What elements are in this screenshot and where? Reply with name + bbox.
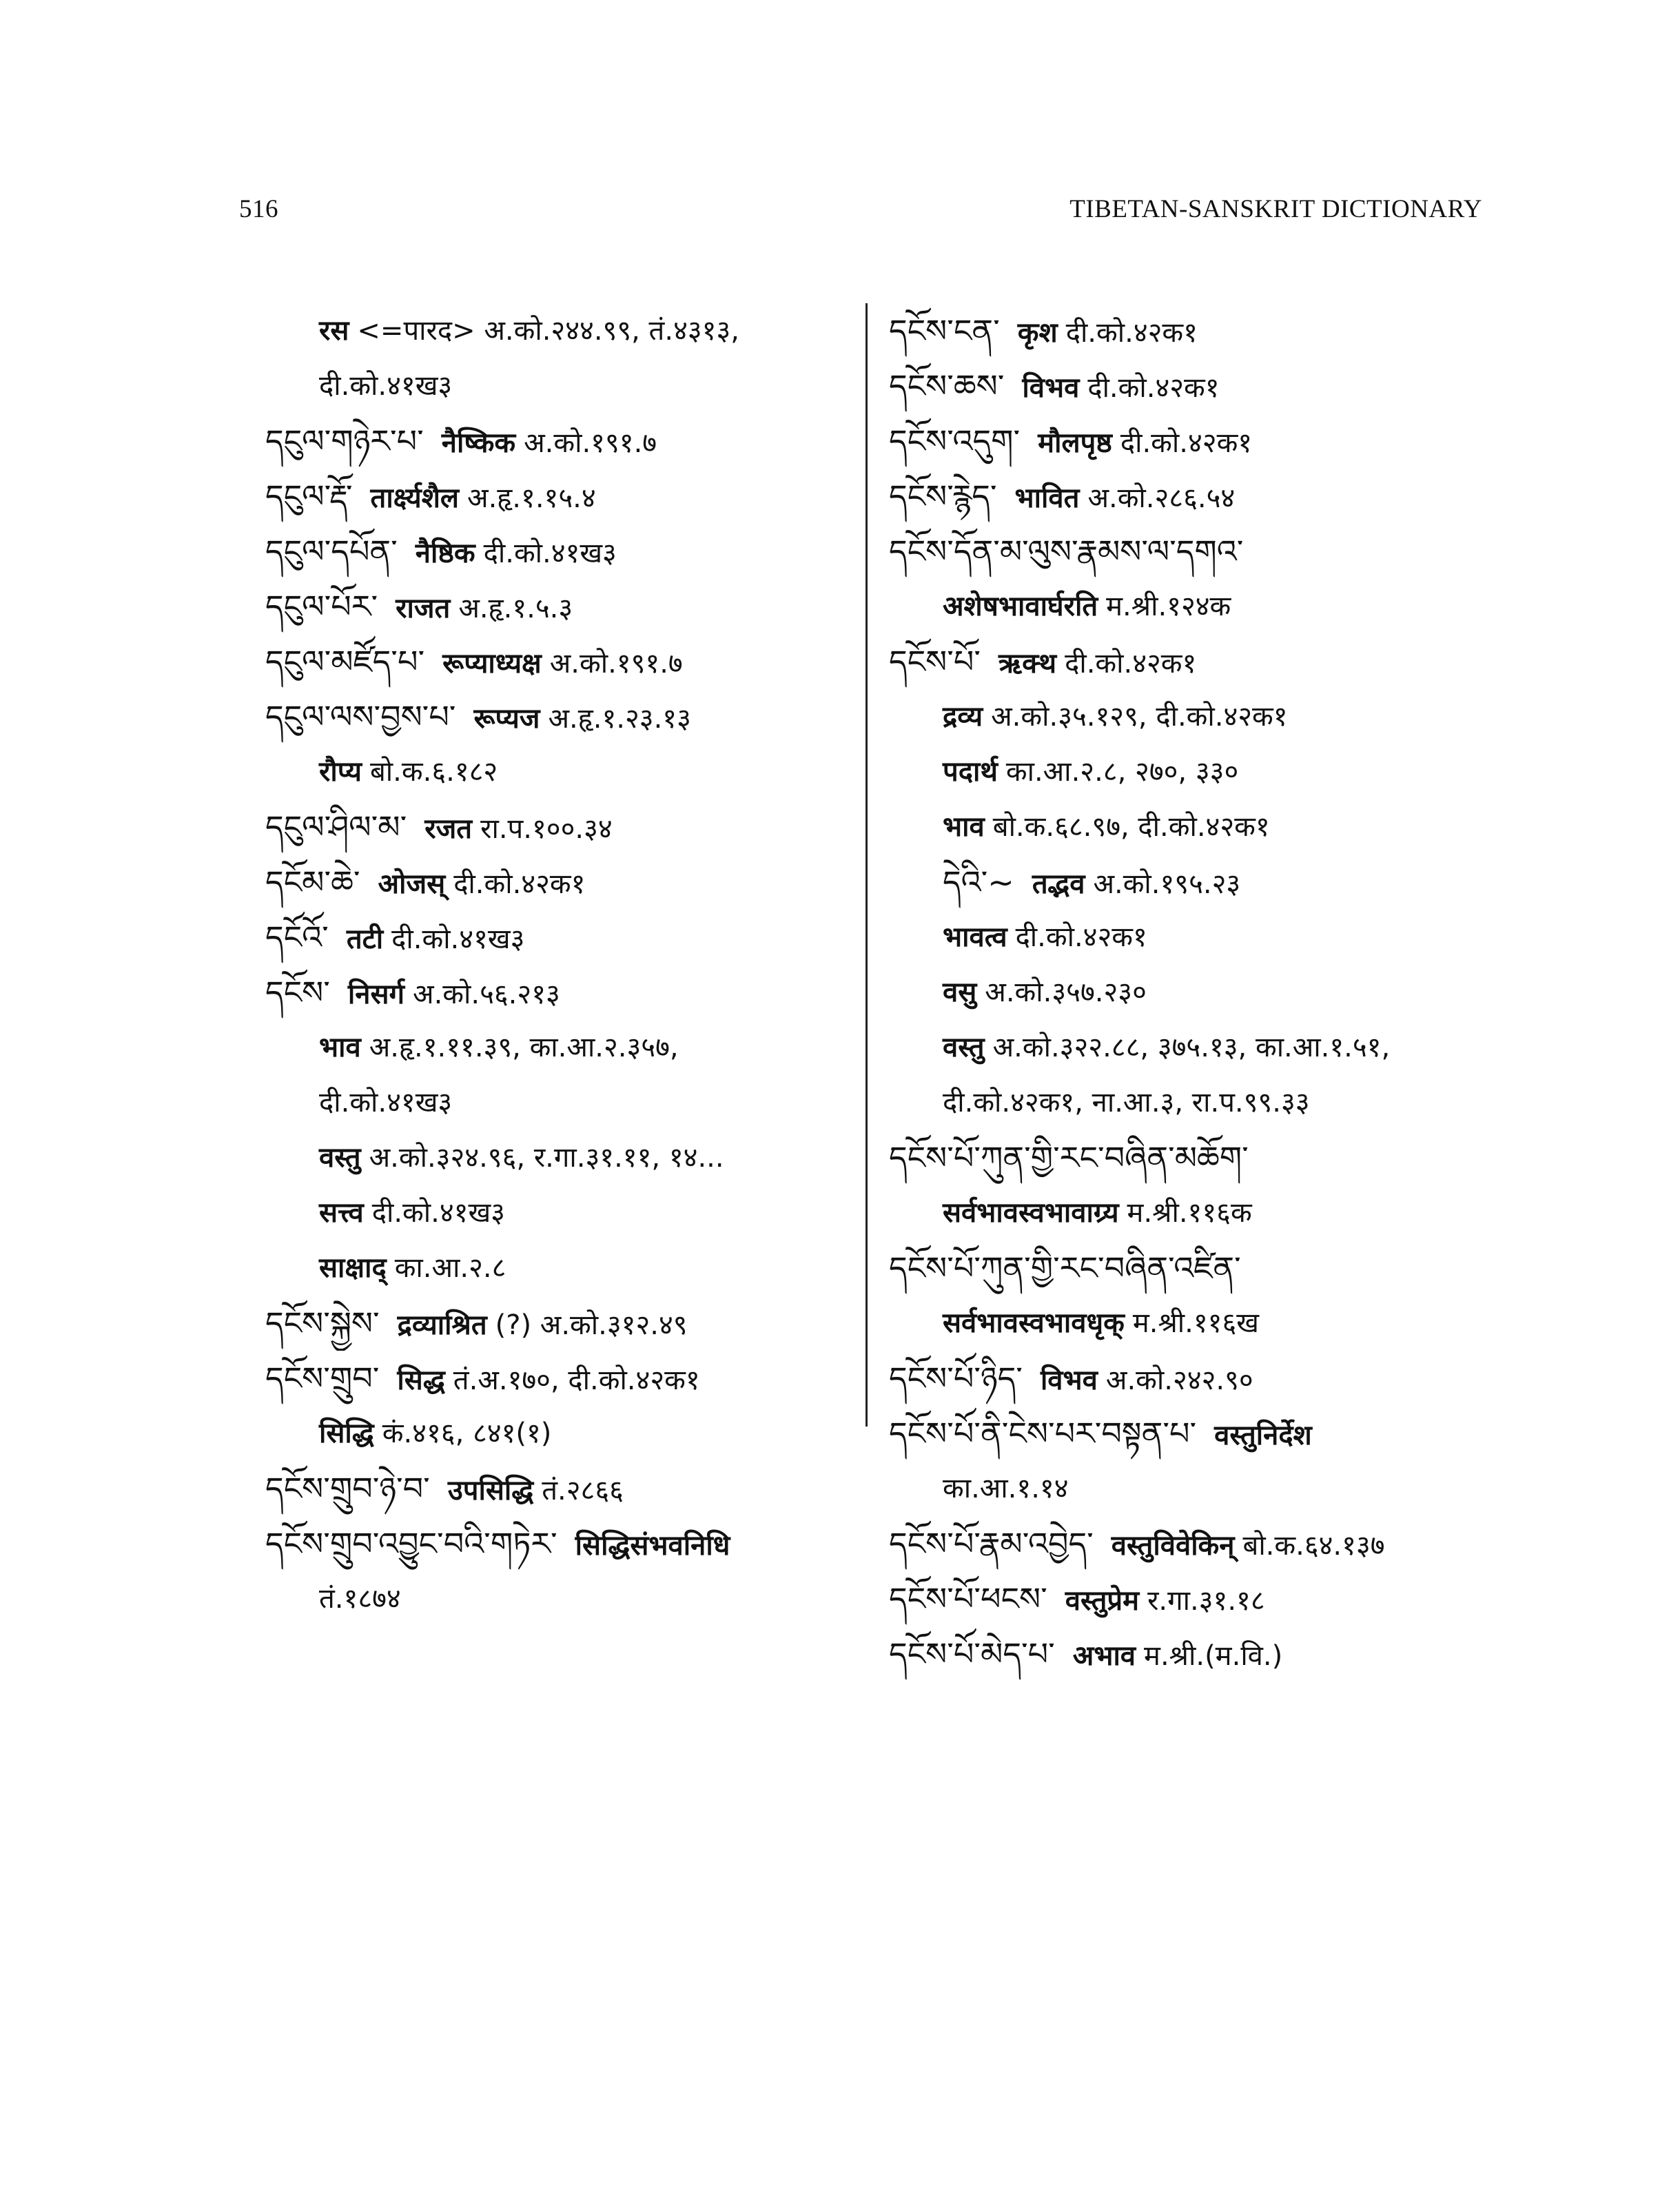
dictionary-entry-line [889, 965, 1509, 1020]
source-reference: दी.को.४२क१, ना.आ.३, रा.प.९९.३३ [943, 1087, 1310, 1118]
sanskrit-equivalent: साक्षाद् [319, 1252, 387, 1284]
dictionary-entry-line [265, 1351, 851, 1406]
sanskrit-equivalent: वस्तुप्रेम [1065, 1585, 1140, 1617]
sanskrit-equivalent: विभव [1040, 1365, 1098, 1396]
dictionary-entry-line [889, 358, 1509, 413]
source-reference: दी.को.४१ख३ [319, 1087, 453, 1118]
dictionary-entry-line [889, 524, 1509, 579]
right-column [889, 303, 1509, 1682]
dictionary-entry-line [889, 1406, 1509, 1461]
sanskrit-equivalent: राजत [396, 593, 451, 624]
dictionary-entry-line [889, 1240, 1509, 1296]
dictionary-entry-line [889, 1626, 1509, 1682]
source-reference: रा.प.१००.३४ [480, 813, 613, 845]
sanskrit-equivalent: अशेषभावार्घरति [943, 591, 1098, 622]
sanskrit-equivalent: तार्क्ष्यशैल [370, 482, 460, 514]
source-reference: अ.हृ.१.२३.१३ [548, 703, 691, 735]
source-reference: अ.को.२८६.५४ [1087, 482, 1236, 514]
dictionary-entry-line [265, 358, 851, 413]
tibetan-headword: དངོས་དོན་མ་ལུས་རྣམས་ལ་དགའ་ [889, 533, 1244, 570]
dictionary-entry-line [265, 1516, 851, 1571]
sanskrit-equivalent: सत्त्व [319, 1197, 364, 1229]
sanskrit-equivalent: तद्भव [1032, 868, 1085, 900]
dictionary-entry-line [889, 634, 1509, 689]
tibetan-headword: དངུལ་མཛོད་པ་ [265, 643, 425, 680]
dictionary-entry-line [265, 634, 851, 689]
source-reference: अ.को.३५.१२९, दी.को.४२क१ [991, 701, 1288, 733]
dictionary-entry-line [265, 303, 851, 358]
sanskrit-equivalent: वस्तु [319, 1142, 361, 1174]
sanskrit-equivalent: सर्वभावस्वभावधृक् [943, 1307, 1125, 1339]
sanskrit-equivalent: निसर्ग [347, 979, 405, 1010]
tibetan-headword: དངོས་རྙེད་ [889, 478, 997, 515]
tibetan-headword: དངོས་ཆས་ [889, 367, 1005, 405]
tibetan-headword: དངོའོ་ [265, 919, 329, 956]
tibetan-headword: དངོས་ངན་ [889, 312, 1000, 349]
sanskrit-equivalent: मौलपृष्ठ [1038, 427, 1112, 459]
sanskrit-equivalent: वसु [943, 977, 977, 1008]
dictionary-entry-line [265, 469, 851, 524]
sanskrit-equivalent: रजत [424, 813, 473, 845]
sanskrit-equivalent: नैष्किक [441, 427, 516, 459]
dictionary-entry-line [265, 1406, 851, 1461]
tibetan-headword: དེའི་~ [943, 864, 1014, 901]
dictionary-entry-line [889, 1185, 1509, 1240]
dictionary-entry-line [265, 1185, 851, 1240]
sanskrit-equivalent: ओजस् [378, 868, 446, 900]
sanskrit-equivalent: द्रव्य [943, 701, 983, 733]
dictionary-entry-line [265, 689, 851, 744]
dictionary-entry-line [889, 469, 1509, 524]
sanskrit-equivalent: पदार्थ [943, 756, 998, 788]
dictionary-entry-line [889, 744, 1509, 799]
source-reference: दी.को.४२क१ [1087, 372, 1220, 404]
source-reference: तं.अ.१७०, दी.को.४२क१ [453, 1365, 700, 1396]
tibetan-headword: དངོས་གྲུབ་འབྱུང་བའི་གཏེར་ [265, 1525, 557, 1562]
sanskrit-equivalent: सिद्ध [397, 1365, 445, 1396]
tibetan-headword: དངོས་པོ་མེད་པ་ [889, 1635, 1055, 1673]
source-reference: म.श्री.११६क [1127, 1197, 1252, 1229]
dictionary-entry-line [265, 1296, 851, 1351]
dictionary-entry-line [889, 579, 1509, 634]
source-reference: दी.को.४२क१ [1065, 317, 1198, 349]
tibetan-headword: དངོས་པོ་ཀུན་གྱི་རང་བཞིན་འཛིན་ [889, 1249, 1241, 1287]
source-reference: अ.को.१९१.७ [524, 427, 657, 459]
tibetan-headword: དངོས་པོ་རྣམ་འབྱེད་ [889, 1525, 1094, 1562]
dictionary-entry-line [889, 303, 1509, 358]
sanskrit-equivalent: भावत्व [943, 921, 1007, 953]
source-reference: अ.हृ.१.११.३९, का.आ.२.३५७, [369, 1032, 679, 1063]
sanskrit-equivalent: कृश [1017, 317, 1058, 349]
source-reference: अ.को.३२२.८८, ३७५.१३, का.आ.१.५१, [992, 1032, 1391, 1063]
source-reference: <=पारद> अ.को.२४४.९९, तं.४३१३, [357, 315, 739, 347]
dictionary-entry-line [265, 579, 851, 634]
left-column [265, 303, 851, 1626]
source-reference: अ.को.३५७.२३० [985, 977, 1147, 1008]
source-reference: का.आ.२.८, २७०, ३३० [1005, 756, 1239, 788]
source-reference: दी.को.४२क१ [1065, 648, 1197, 679]
column-divider [865, 303, 868, 1427]
source-reference: दी.को.४१ख३ [483, 538, 617, 569]
sanskrit-equivalent: अभाव [1072, 1640, 1136, 1672]
dictionary-entry-line [265, 744, 851, 799]
tibetan-headword: དངོམ་ཆེ་ [265, 864, 360, 901]
sanskrit-equivalent: भावित [1014, 482, 1080, 514]
sanskrit-equivalent: द्रव्याश्रित [397, 1309, 487, 1341]
tibetan-headword: དངུལ་རྡོ་ [265, 478, 353, 515]
dictionary-entry-line [889, 799, 1509, 855]
dictionary-entry-line [889, 855, 1509, 910]
source-reference: अ.को.५६.२१३ [413, 979, 560, 1010]
sanskrit-equivalent: रौप्य [319, 756, 362, 788]
dictionary-entry-line [265, 1130, 851, 1185]
dictionary-entry-line [889, 1351, 1509, 1406]
tibetan-headword: དངུལ་དཔོན་ [265, 533, 398, 570]
source-reference: र.गा.३१.१८ [1147, 1585, 1265, 1617]
source-reference: तं.१८७४ [319, 1583, 401, 1615]
dictionary-entry-line [265, 855, 851, 910]
tibetan-headword: དངུལ་གཉེར་པ་ [265, 422, 424, 460]
sanskrit-equivalent: भाव [943, 811, 985, 843]
running-head: TIBETAN-SANSKRIT DICTIONARY [1069, 195, 1482, 223]
tibetan-headword: དངོས་གྲུབ་ [265, 1360, 380, 1397]
dictionary-entry-line [265, 1461, 851, 1516]
source-reference: दी.को.४२क१ [1015, 921, 1147, 953]
source-reference: अ.को.१९१.७ [549, 648, 683, 679]
sanskrit-equivalent: नैष्ठिक [415, 538, 475, 569]
source-reference: अ.हृ.१.५.३ [458, 593, 573, 624]
source-reference: दी.को.४२क१ [453, 868, 586, 900]
source-reference: म.श्री.१२४क [1106, 591, 1231, 622]
source-reference: म.श्री.११६ख [1132, 1307, 1259, 1339]
tibetan-headword: དངུལ་ཤིལ་མ་ [265, 808, 407, 846]
source-reference: दी.को.४१ख३ [371, 1197, 505, 1229]
source-reference: बो.क.६८.९७, दी.को.४२क१ [992, 811, 1270, 843]
tibetan-headword: དངོས་སྐྱེས་ [265, 1305, 380, 1342]
page-header [0, 194, 1680, 236]
source-reference: म.श्री.(म.वि.) [1144, 1640, 1283, 1672]
tibetan-headword: དངོས་པོ་ [889, 643, 981, 680]
dictionary-entry-line [889, 1571, 1509, 1626]
dictionary-entry-line [889, 1130, 1509, 1185]
sanskrit-equivalent: वस्तुविवेकिन् [1111, 1530, 1235, 1562]
dictionary-entry-line [265, 1571, 851, 1626]
sanskrit-equivalent: सर्वभावस्वभावाग्र्य [943, 1197, 1119, 1229]
tibetan-headword: དངུལ་ལས་བྱས་པ་ [265, 698, 456, 735]
source-reference: कं.४१६, ८४१(१) [382, 1418, 552, 1449]
sanskrit-equivalent: ऋक्थ [998, 648, 1057, 679]
dictionary-entry-line [265, 1240, 851, 1296]
source-reference: दी.को.४१ख३ [319, 370, 453, 402]
source-reference: अ.को.२४२.९० [1105, 1365, 1253, 1396]
source-reference: दी.को.४१ख३ [391, 923, 525, 955]
dictionary-entry-line [265, 1075, 851, 1130]
tibetan-headword: དངོས་པོ་ཕངས་ [889, 1580, 1047, 1617]
dictionary-entry-line [889, 689, 1509, 744]
sanskrit-equivalent: भाव [319, 1032, 361, 1063]
sanskrit-equivalent: सिद्धि [319, 1418, 374, 1449]
dictionary-entry-line [265, 965, 851, 1020]
dictionary-entry-line [265, 1020, 851, 1075]
page-number: 516 [239, 195, 278, 223]
source-reference: अ.को.३२४.९६, र.गा.३१.११, १४... [369, 1142, 724, 1174]
tibetan-headword: དངོས་པོ་ནི་ངེས་པར་བསྟན་པ་ [889, 1415, 1197, 1452]
source-reference: दी.को.४२क१ [1120, 427, 1253, 459]
dictionary-entry-line [889, 1516, 1509, 1571]
sanskrit-equivalent: विभव [1022, 372, 1080, 404]
dictionary-entry-line [889, 1020, 1509, 1075]
dictionary-entry-line [889, 413, 1509, 469]
tibetan-headword: དངོས་པོ་ཀུན་གྱི་རང་བཞིན་མཆོག་ [889, 1139, 1249, 1176]
source-reference: का.आ.२.८ [394, 1252, 506, 1284]
tibetan-headword: དངུལ་པོར་ [265, 588, 378, 625]
sanskrit-equivalent: वस्तुनिर्देश [1214, 1420, 1312, 1451]
dictionary-entry-line [889, 1296, 1509, 1351]
sanskrit-equivalent: उपसिद्धि [447, 1475, 534, 1506]
source-reference: अ.को.१९५.२३ [1093, 868, 1241, 900]
sanskrit-equivalent: तटी [346, 923, 384, 955]
tibetan-headword: དངོས་པོ་ཉིད་ [889, 1360, 1023, 1397]
source-reference: अ.हृ.१.१५.४ [467, 482, 596, 514]
sanskrit-equivalent: रूप्याध्यक्ष [442, 648, 542, 679]
sanskrit-equivalent: रस [319, 315, 349, 347]
dictionary-entry-line [889, 910, 1509, 965]
source-reference: बो.क.६.१८२ [369, 756, 498, 788]
sanskrit-equivalent: वस्तु [943, 1032, 985, 1063]
dictionary-entry-line [265, 799, 851, 855]
dictionary-entry-line [265, 524, 851, 579]
sanskrit-equivalent: सिद्धिसंभवनिधि [575, 1530, 730, 1562]
tibetan-headword: དངོས་འདུག་ [889, 422, 1021, 460]
tibetan-headword: དངོས་ [265, 974, 330, 1011]
dictionary-entry-line [889, 1075, 1509, 1130]
dictionary-entry-line [265, 910, 851, 965]
source-reference: बो.क.६४.१३७ [1242, 1530, 1385, 1562]
sanskrit-equivalent: रूप्यज [473, 703, 540, 735]
source-reference: तं.२८६६ [542, 1475, 624, 1506]
source-reference: का.आ.१.१४ [943, 1473, 1069, 1504]
dictionary-entry-line [889, 1461, 1509, 1516]
tibetan-headword: དངོས་གྲུབ་ཉེ་བ་ [265, 1470, 430, 1507]
source-reference: (?) अ.को.३१२.४९ [495, 1309, 688, 1341]
dictionary-entry-line [265, 413, 851, 469]
